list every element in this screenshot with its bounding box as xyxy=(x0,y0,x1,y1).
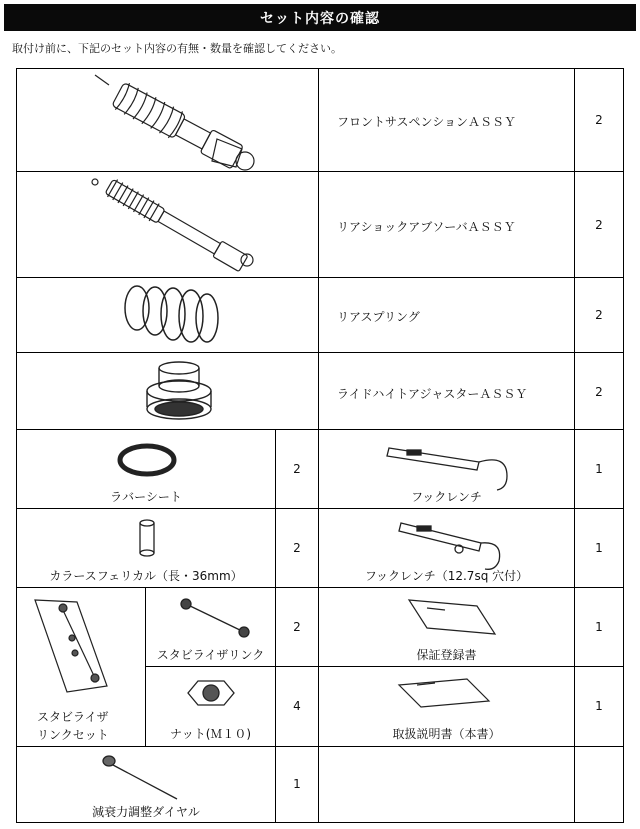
row-ride-height-label-cell xyxy=(318,352,575,430)
hook-wrench-hole-qty-cell xyxy=(574,508,624,588)
row-rear-spring-qty-cell xyxy=(574,277,624,353)
manual-qty: 1 xyxy=(595,699,603,713)
dial-qty-cell xyxy=(275,746,319,823)
hook-wrench-cell xyxy=(318,429,575,509)
stabilizer-link-qty: 2 xyxy=(293,620,301,634)
rubber-seat-qty: 2 xyxy=(293,462,301,476)
ride-height-qty: 2 xyxy=(595,385,603,399)
row-ride-height-qty-cell xyxy=(574,352,624,430)
stabilizer-link-qty-cell xyxy=(275,587,319,667)
warranty-cell xyxy=(318,587,575,667)
rubber-seat-qty-cell xyxy=(275,429,319,509)
intro-text: 取付け前に、下記のセット内容の有無・数量を確認してください。 xyxy=(12,42,342,55)
rubber-seat-label: ラバーシート xyxy=(110,490,182,504)
stabilizer-set-label-line2: リンクセット xyxy=(37,728,109,742)
empty-qty-cell xyxy=(574,746,624,823)
nut-qty-cell xyxy=(275,666,319,747)
manual-cell xyxy=(318,666,575,747)
stabilizer-set-cell xyxy=(16,587,146,747)
collar-label: カラースフェリカル（長・36mm） xyxy=(49,569,243,583)
row-rear-spring-image-cell xyxy=(16,277,319,353)
manual-label: 取扱説明書（本書） xyxy=(392,727,501,741)
row-rear-spring-label-cell xyxy=(318,277,575,353)
warranty-label: 保証登録書 xyxy=(416,648,477,662)
damping-dial-qty: 1 xyxy=(293,777,301,791)
rubber-seat-cell xyxy=(16,429,276,509)
manual-qty-cell xyxy=(574,666,624,747)
row-rear-shock-label-cell xyxy=(318,171,575,278)
front-suspension-illustration xyxy=(17,69,320,173)
hook-wrench-hole-label: フックレンチ（12.7sq 穴付） xyxy=(364,569,529,583)
row-rear-shock-qty-cell xyxy=(574,171,624,278)
front-suspension-qty: 2 xyxy=(595,113,603,127)
row-front-suspension-label-cell xyxy=(318,68,575,172)
collar-cell xyxy=(16,508,276,588)
stabilizer-set-label-line1: スタビライザ xyxy=(37,710,109,724)
rear-spring-label: リアスプリング xyxy=(337,310,420,324)
rear-spring-illustration xyxy=(17,278,320,354)
damping-dial-label: 減衰力調整ダイヤル xyxy=(92,805,200,819)
ride-height-adjuster-illustration xyxy=(17,353,320,431)
front-suspension-label: フロントサスペンションＡＳＳＹ xyxy=(337,115,516,129)
rear-spring-qty: 2 xyxy=(595,308,603,322)
warranty-qty-cell xyxy=(574,587,624,667)
stabilizer-link-label: スタビライザリンク xyxy=(156,648,265,662)
hook-wrench-qty-cell xyxy=(574,429,624,509)
ride-height-label: ライドハイトアジャスターＡＳＳＹ xyxy=(337,387,528,401)
dial-cell xyxy=(16,746,276,823)
rear-shock-qty: 2 xyxy=(595,218,603,232)
row-rear-shock-image-cell xyxy=(16,171,319,278)
row-front-suspension-image-cell xyxy=(16,68,319,172)
rear-shock-label: リアショックアブソーバＡＳＳＹ xyxy=(337,220,516,234)
collar-qty-cell xyxy=(275,508,319,588)
hook-wrench-qty: 1 xyxy=(595,462,603,476)
nut-qty: 4 xyxy=(293,699,301,713)
rear-shock-illustration xyxy=(17,172,320,279)
collar-qty: 2 xyxy=(293,541,301,555)
empty-item-cell xyxy=(318,746,575,823)
row-ride-height-image-cell xyxy=(16,352,319,430)
hook-wrench-hole-qty: 1 xyxy=(595,541,603,555)
row-front-suspension-qty-cell xyxy=(574,68,624,172)
stabilizer-link-cell xyxy=(145,587,276,667)
nut-label: ナット(Ｍ１０) xyxy=(169,727,252,741)
page-title: セット内容の確認 xyxy=(4,4,636,31)
hook-wrench-hole-cell xyxy=(318,508,575,588)
hook-wrench-label: フックレンチ xyxy=(411,490,482,504)
nut-cell xyxy=(145,666,276,747)
warranty-qty: 1 xyxy=(595,620,603,634)
